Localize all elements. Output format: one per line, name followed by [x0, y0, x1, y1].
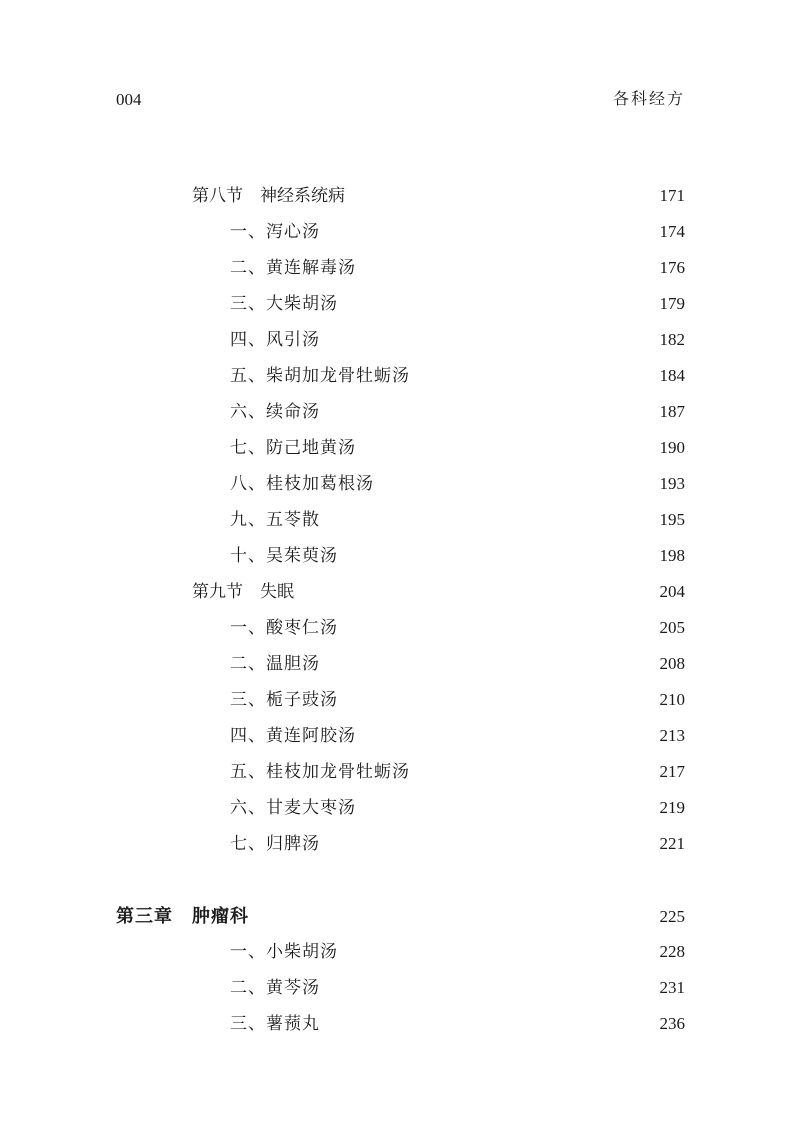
toc-entry-page-number: 198: [659, 546, 685, 565]
toc-entry-title: 二、黄连解毒汤: [230, 258, 356, 278]
toc-entry-page-number: 187: [659, 402, 685, 421]
toc-item-row[interactable]: [0, 616, 800, 640]
toc-item-row[interactable]: [0, 472, 800, 496]
toc-item-row[interactable]: [0, 688, 800, 712]
toc-entry-title: 四、黄连阿胶汤: [230, 726, 356, 746]
toc-entry-title: 一、小柴胡汤: [230, 942, 338, 962]
toc-entry-title: 八、桂枝加葛根汤: [230, 474, 374, 494]
toc-entry-title: 三、薯蓣丸: [230, 1014, 320, 1034]
toc-entry-page-number: 236: [659, 1014, 685, 1033]
toc-entry-title: 九、五苓散: [230, 510, 320, 530]
toc-item-row[interactable]: [0, 364, 800, 388]
toc-entry-title: 四、风引汤: [230, 330, 320, 350]
toc-item-row[interactable]: [0, 976, 800, 1000]
toc-entry-page-number: 195: [659, 510, 685, 529]
toc-entry-title: 第八节 神经系统病: [192, 186, 345, 206]
toc-entry-page-number: 174: [659, 222, 685, 241]
toc-entry-page-number: 204: [659, 582, 685, 601]
toc-entry-title: 十、吴茱萸汤: [230, 546, 338, 566]
toc-entry-page-number: 228: [659, 942, 685, 961]
toc-entry-title: 七、防己地黄汤: [230, 438, 356, 458]
toc-entry-page-number: 179: [659, 294, 685, 313]
toc-entry-page-number: 190: [659, 438, 685, 457]
toc-item-row[interactable]: [0, 220, 800, 244]
toc-entry-title: 第三章 肿瘤科: [116, 906, 249, 927]
toc-entry-title: 第九节 失眠: [192, 582, 294, 602]
page-number: 004: [116, 90, 142, 109]
toc-entry-title: 二、温胆汤: [230, 654, 320, 674]
toc-entry-page-number: 184: [659, 366, 685, 385]
toc-entry-page-number: 193: [659, 474, 685, 493]
toc-item-row[interactable]: [0, 544, 800, 568]
toc-item-row[interactable]: [0, 796, 800, 820]
toc-item-row[interactable]: [0, 760, 800, 784]
toc-entry-title: 七、归脾汤: [230, 834, 320, 854]
toc-entry-page-number: 182: [659, 330, 685, 349]
toc-entry-page-number: 176: [659, 258, 685, 277]
toc-item-row[interactable]: [0, 724, 800, 748]
toc-item-row[interactable]: [0, 652, 800, 676]
toc-entry-page-number: 205: [659, 618, 685, 637]
toc-entry-page-number: 171: [659, 186, 685, 205]
toc-entry-title: 五、桂枝加龙骨牡蛎汤: [230, 762, 410, 782]
toc-item-row[interactable]: [0, 400, 800, 424]
toc-section-row[interactable]: [0, 580, 800, 604]
toc-entry-title: 三、栀子豉汤: [230, 690, 338, 710]
toc-entry-page-number: 208: [659, 654, 685, 673]
toc-entry-title: 三、大柴胡汤: [230, 294, 338, 314]
toc-entry-title: 六、甘麦大枣汤: [230, 798, 356, 818]
toc-item-row[interactable]: [0, 328, 800, 352]
toc-item-row[interactable]: [0, 508, 800, 532]
toc-entry-page-number: 221: [659, 834, 685, 853]
toc-section-row[interactable]: [0, 184, 800, 208]
toc-entry-page-number: 225: [659, 907, 685, 926]
toc-item-row[interactable]: [0, 436, 800, 460]
toc-entry-title: 六、续命汤: [230, 402, 320, 422]
toc-entry-page-number: 217: [659, 762, 685, 781]
toc-entry-page-number: 231: [659, 978, 685, 997]
toc-item-row[interactable]: [0, 940, 800, 964]
toc-item-row[interactable]: [0, 292, 800, 316]
toc-entry-page-number: 213: [659, 726, 685, 745]
toc-item-row[interactable]: [0, 1012, 800, 1036]
toc-entry-page-number: 219: [659, 798, 685, 817]
toc-entry-title: 五、柴胡加龙骨牡蛎汤: [230, 366, 410, 386]
toc-chapter-row[interactable]: [0, 905, 800, 929]
toc-entry-title: 一、泻心汤: [230, 222, 320, 242]
toc-entry-title: 一、酸枣仁汤: [230, 618, 338, 638]
book-title: 各科经方: [612, 89, 685, 108]
toc-entry-title: 二、黄芩汤: [230, 978, 320, 998]
toc-item-row[interactable]: [0, 832, 800, 856]
toc-item-row[interactable]: [0, 256, 800, 280]
toc-entry-page-number: 210: [659, 690, 685, 709]
